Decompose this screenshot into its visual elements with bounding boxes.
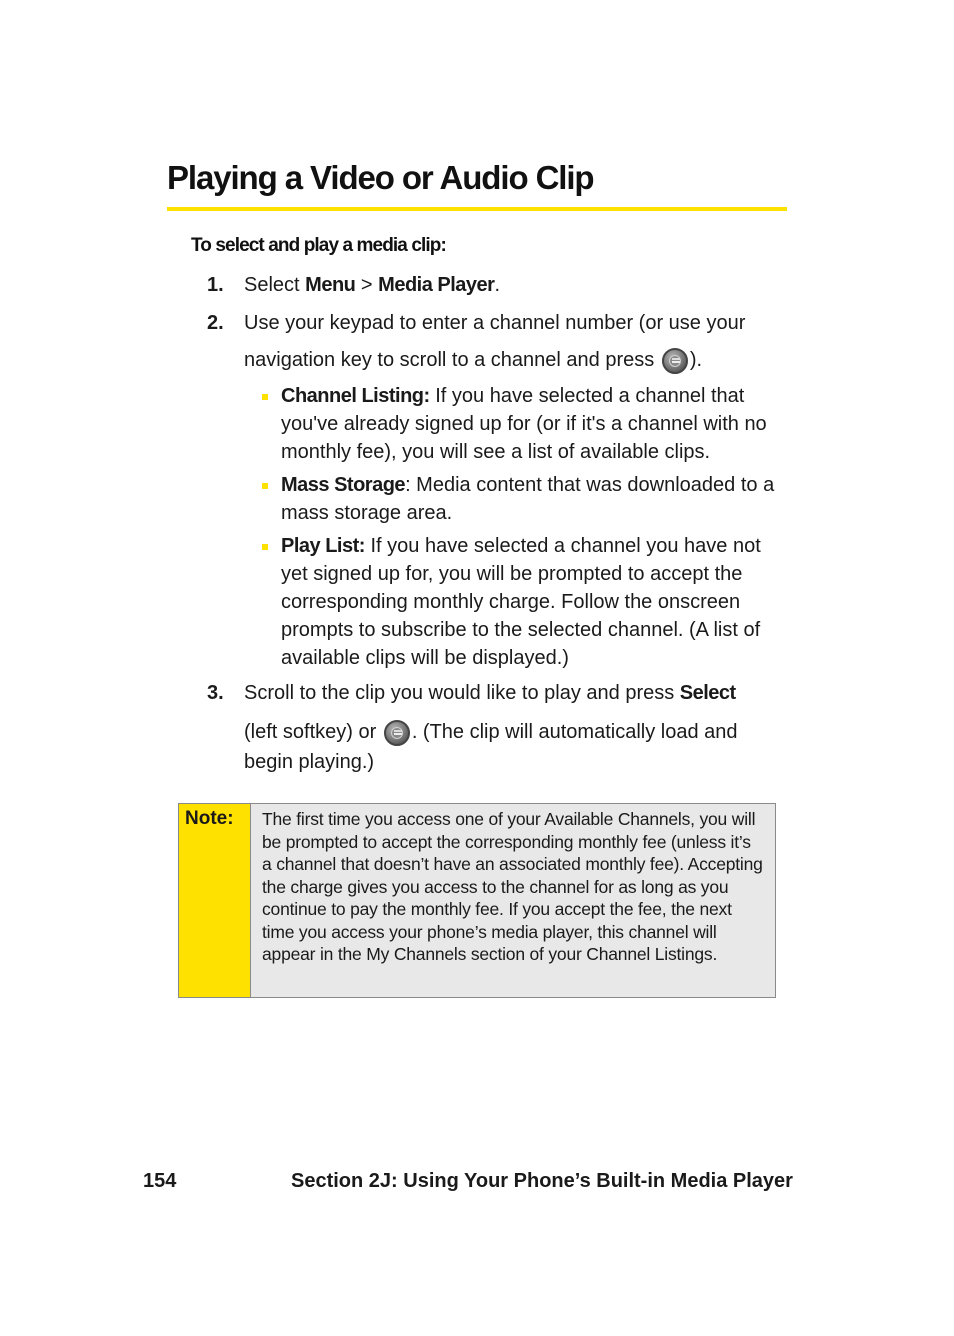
note-text: The first time you access one of your Available Channels, you will be prompted to accept the corresponding monthly fee (unless it’s a channel that doesn’t have an associated monthly fee). Accepting the charge gives you access to the channel for as long as you continue to pay the monthly fee. If you accept the fee, the next time you access your phone’s media player, this channel will appear in the My Channels section of your Channel Listings. xyxy=(251,804,775,997)
step-number: 3. xyxy=(207,682,224,704)
bullet-text xyxy=(281,382,784,466)
bullet-text xyxy=(281,471,784,527)
procedure-heading: To select and play a media clip: xyxy=(191,235,446,256)
page-number: 154 xyxy=(143,1170,177,1192)
title-underline xyxy=(167,207,787,211)
step-line xyxy=(244,675,789,712)
bullet-label: Channel Listing: xyxy=(281,385,430,407)
bullet-marker xyxy=(262,483,268,489)
step-text xyxy=(244,267,789,304)
bullet-body: If you have selected a channel you have not yet signed up for, you will be prompted to accept the corresponding monthly charge. Follow the onscreen prompts to subscribe to the selected channel. (A list of available clips will be displayed.) xyxy=(281,535,761,669)
bullet-marker xyxy=(262,544,268,550)
bullet-text xyxy=(281,532,784,672)
bullet-marker xyxy=(262,394,268,400)
bullet-label: Play List: xyxy=(281,535,365,557)
menu-ok-key-icon xyxy=(662,348,688,374)
step-number: 2. xyxy=(207,312,224,334)
step-text-part: Scroll to the clip you would like to play and press xyxy=(244,682,680,704)
bullet-label: Mass Storage xyxy=(281,474,406,496)
step-line: Use your keypad to enter a channel number (or use your xyxy=(244,312,746,334)
step-line xyxy=(244,712,789,777)
menu-ok-key-icon xyxy=(384,720,410,746)
step-text xyxy=(244,675,789,777)
media-player-term: Media Player xyxy=(378,274,495,296)
bullet-body: If you have selected a channel that you've already signed up for (or if it's a channel with no monthly fee), you will see a list of available clips. xyxy=(281,385,767,463)
step-text-part: . (The clip will automatically load and begin playing.) xyxy=(244,721,738,773)
page-title: Playing a Video or Audio Clip xyxy=(167,159,594,196)
step-text-part: > xyxy=(355,274,379,296)
step-text-part: ). xyxy=(689,349,703,371)
step-text xyxy=(244,305,789,379)
section-title: Section 2J: Using Your Phone’s Built-in Media Player xyxy=(291,1170,793,1192)
note-box xyxy=(178,803,776,998)
menu-term: Menu xyxy=(305,274,356,296)
step-text-part: navigation key to scroll to a channel and press xyxy=(244,349,660,371)
step-text-part: (left softkey) or xyxy=(244,721,382,743)
select-term: Select xyxy=(679,682,736,704)
note-label: Note: xyxy=(179,804,251,997)
bullet-body: : Media content that was downloaded to a mass storage area. xyxy=(281,474,775,524)
step-text-part: . xyxy=(494,274,501,296)
step-text-part: Select xyxy=(244,274,306,296)
step-line xyxy=(244,342,789,379)
step-number: 1. xyxy=(207,274,224,296)
